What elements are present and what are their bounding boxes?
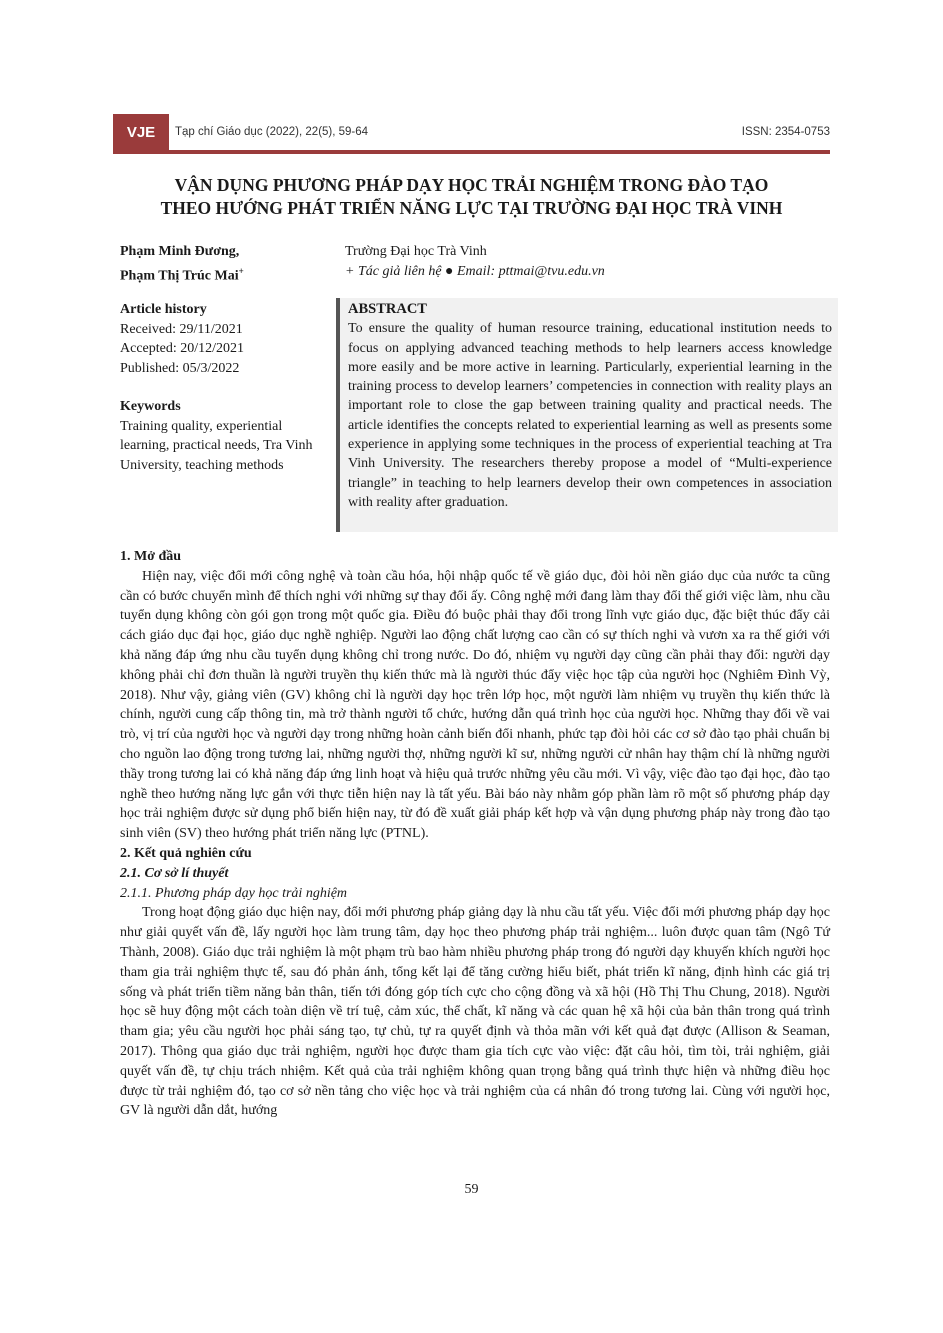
affiliation-block bbox=[345, 242, 605, 281]
journal-logo: VJE bbox=[113, 114, 169, 150]
issn: ISSN: 2354-0753 bbox=[741, 126, 830, 138]
journal-header bbox=[113, 114, 830, 154]
received-date: Received: 29/11/2021 bbox=[120, 321, 243, 337]
accepted-date: Accepted: 20/12/2021 bbox=[120, 341, 245, 356]
paragraph: Hiện nay, việc đổi mới công nghệ và toàn cầu hóa, hội nhập quốc tế về giáo dục, đòi hỏi nền giáo dục của nước ta cũng cần có bước chuyển mình để thích nghi với những sự thay đổi ấy. Công nghệ mới đang làm thay đổi thế giới việc làm, nhu cầu tuyển dụng không còn gói gọn trong một quốc gia. Điều đó buộc phải thay đổi trong lĩnh vực giáo dục, đặc biệt thúc đẩy cải cách giáo dục đại học, giáo dục nghề nghiệp. Người lao động chất lượng cao cần có sự thích nghi và vươn xa ra thế giới với khả năng đáp ứng nhu cầu tuyển dụng không chỉ trong nước. Do đó, nhiệm vụ người dạy cũng cần phải thay đổi: người dạy không phải chỉ đơn thuần là người truyền thụ kiến thức mà là người thúc đẩy việc học tập của người học (Nghiêm Đình Vỳ, 2018). Như vậy, giảng viên (GV) không chỉ là người dạy học trên lớp học, một người làm nhiệm vụ truyền thụ kiến thức là chính, người cung cấp thông tin, mà trở thành người tổ chức, hướng dẫn quá trình học của người học. Những thay đổi về vai trò, vị trí của người học và người dạy trong những hoàn cảnh biến đổi nhanh, phức tạp đòi hỏi các cơ sở đào tạo phải chuẩn bị cho nguồn lao động trong tương lai, những người thợ, những người kĩ sư, những người cử nhân hay thậm chí là những người thầy trong tương lai có khả năng đáp ứng linh hoạt và hiệu quả trước những yêu cầu mới. Vì vậy, việc đào tạo đại học, đào tạo nghề theo hướng năng lực gắn với thực tiễn hiện nay là tất yếu. Bài báo này nhằm góp phần làm rõ một số phương pháp dạy học trải nghiệm được sử dụng phổ biến hiện nay, từ đó đề xuất giải pháp kết hợp và vận dụng phương pháp này trong đào tạo sinh viên (SV) theo hướng phát triển năng lực (PTNL). bbox=[120, 568, 830, 842]
page-number: 59 bbox=[464, 1182, 479, 1197]
article-title bbox=[113, 174, 830, 220]
abstract-box bbox=[336, 298, 838, 532]
published-date: Published: 05/3/2022 bbox=[120, 360, 240, 376]
contact-email: + Tác giả liên hệ ● Email: pttmai@tvu.edu.vn bbox=[345, 263, 605, 279]
abstract-text: To ensure the quality of human resource training, educational institution needs to focus on applying advanced teaching methods to help learners access knowledge more easily and be more active in learning. Particularly, experiential learning in the training process to develop learners’ competencies in connection with reality plays an important role to close the gap between training quality and practical needs. The article identifies the concepts related to experiential learning as well as presents some experience in applying some techniques in the process of experiential teaching at Tra Vinh University. The researchers thereby propose a model of “Multi-experience triangle” in teaching to help learners develop their own competences in association with reality after graduation. bbox=[348, 321, 832, 510]
section-2-heading: 2. Kết quả nghiên cứu bbox=[120, 845, 252, 861]
affiliation: Trường Đại học Trà Vinh bbox=[345, 244, 487, 259]
history-heading: Article history bbox=[120, 302, 207, 317]
corresponding-mark: + bbox=[238, 265, 244, 276]
author-2: Phạm Thị Trúc Mai bbox=[120, 268, 239, 284]
keywords-heading: Keywords bbox=[120, 399, 181, 414]
section-2-1-heading: 2.1. Cơ sở lí thuyết bbox=[120, 865, 229, 881]
journal-citation: Tạp chí Giáo dục (2022), 22(5), 59-64 bbox=[175, 126, 369, 138]
keywords-text: Training quality, experiential learning, practical needs, Tra Vinh University, teaching methods bbox=[120, 418, 313, 473]
title-line-2: THEO HƯỚNG PHÁT TRIỂN NĂNG LỰC TẠI TRƯỜNG ĐẠI HỌC TRÀ VINH bbox=[160, 198, 783, 218]
article-info bbox=[120, 300, 320, 475]
section-1-heading: 1. Mở đầu bbox=[120, 549, 182, 564]
section-2-1-1-heading: 2.1.1. Phương pháp dạy học trải nghiệm bbox=[120, 885, 348, 901]
author-1: Phạm Minh Đương, bbox=[120, 244, 240, 259]
abstract-heading: ABSTRACT bbox=[348, 301, 427, 317]
title-line-1: VẬN DỤNG PHƯƠNG PHÁP DẠY HỌC TRẢI NGHIỆM TRONG ĐÀO TẠO bbox=[174, 175, 769, 195]
paragraph: Trong hoạt động giáo dục hiện nay, đổi mới phương pháp giảng dạy là nhu cầu tất yếu. Việc đổi mới phương pháp dạy học như giải quyết vấn đề, lấy người học làm trung tâm, dạy học theo phương pháp trải nghiệm... luôn được quan tâm (Ngô Tứ Thành, 2008). Giáo dục trải nghiệm là một phạm trù bao hàm nhiều phương pháp trong đó người dạy khuyến khích người học tham gia trải nghiệm thực tế, sau đó phản ánh, tổng kết lại để tăng cường hiểu biết, phát triển kĩ năng, định hình các giá trị sống và phát triển tiềm năng bản thân, tiến tới đóng góp tích cực cho cộng đồng và xã hội (Hồ Thị Thu Chung, 2018). Người học sẽ huy động một cách toàn diện về trí tuệ, cảm xúc, thể chất, kĩ năng và các quan hệ xã hội của bản thân trong quá trình tham gia; yêu cầu người học phải sáng tạo, tự chủ, tự ra quyết định và thỏa mãn với kết quả đạt được (Allison & Seaman, 2017). Thông qua giáo dục trải nghiệm, người học được tham gia tích cực vào việc: đặt câu hỏi, tìm tòi, trải nghiệm, giải quyết vấn đề, tự chịu trách nhiệm. Kết quả của trải nghiệm không quan trọng bằng quá trình thực hiện và những điều học được từ trải nghiệm đó, tạo cơ sở nền tảng cho việc học và trải nghiệm của cá nhân đó trong tương lai. Cùng với người học, GV là người dẫn dắt, hướng bbox=[120, 905, 830, 1119]
article-body bbox=[120, 547, 830, 1121]
authors bbox=[120, 242, 244, 286]
